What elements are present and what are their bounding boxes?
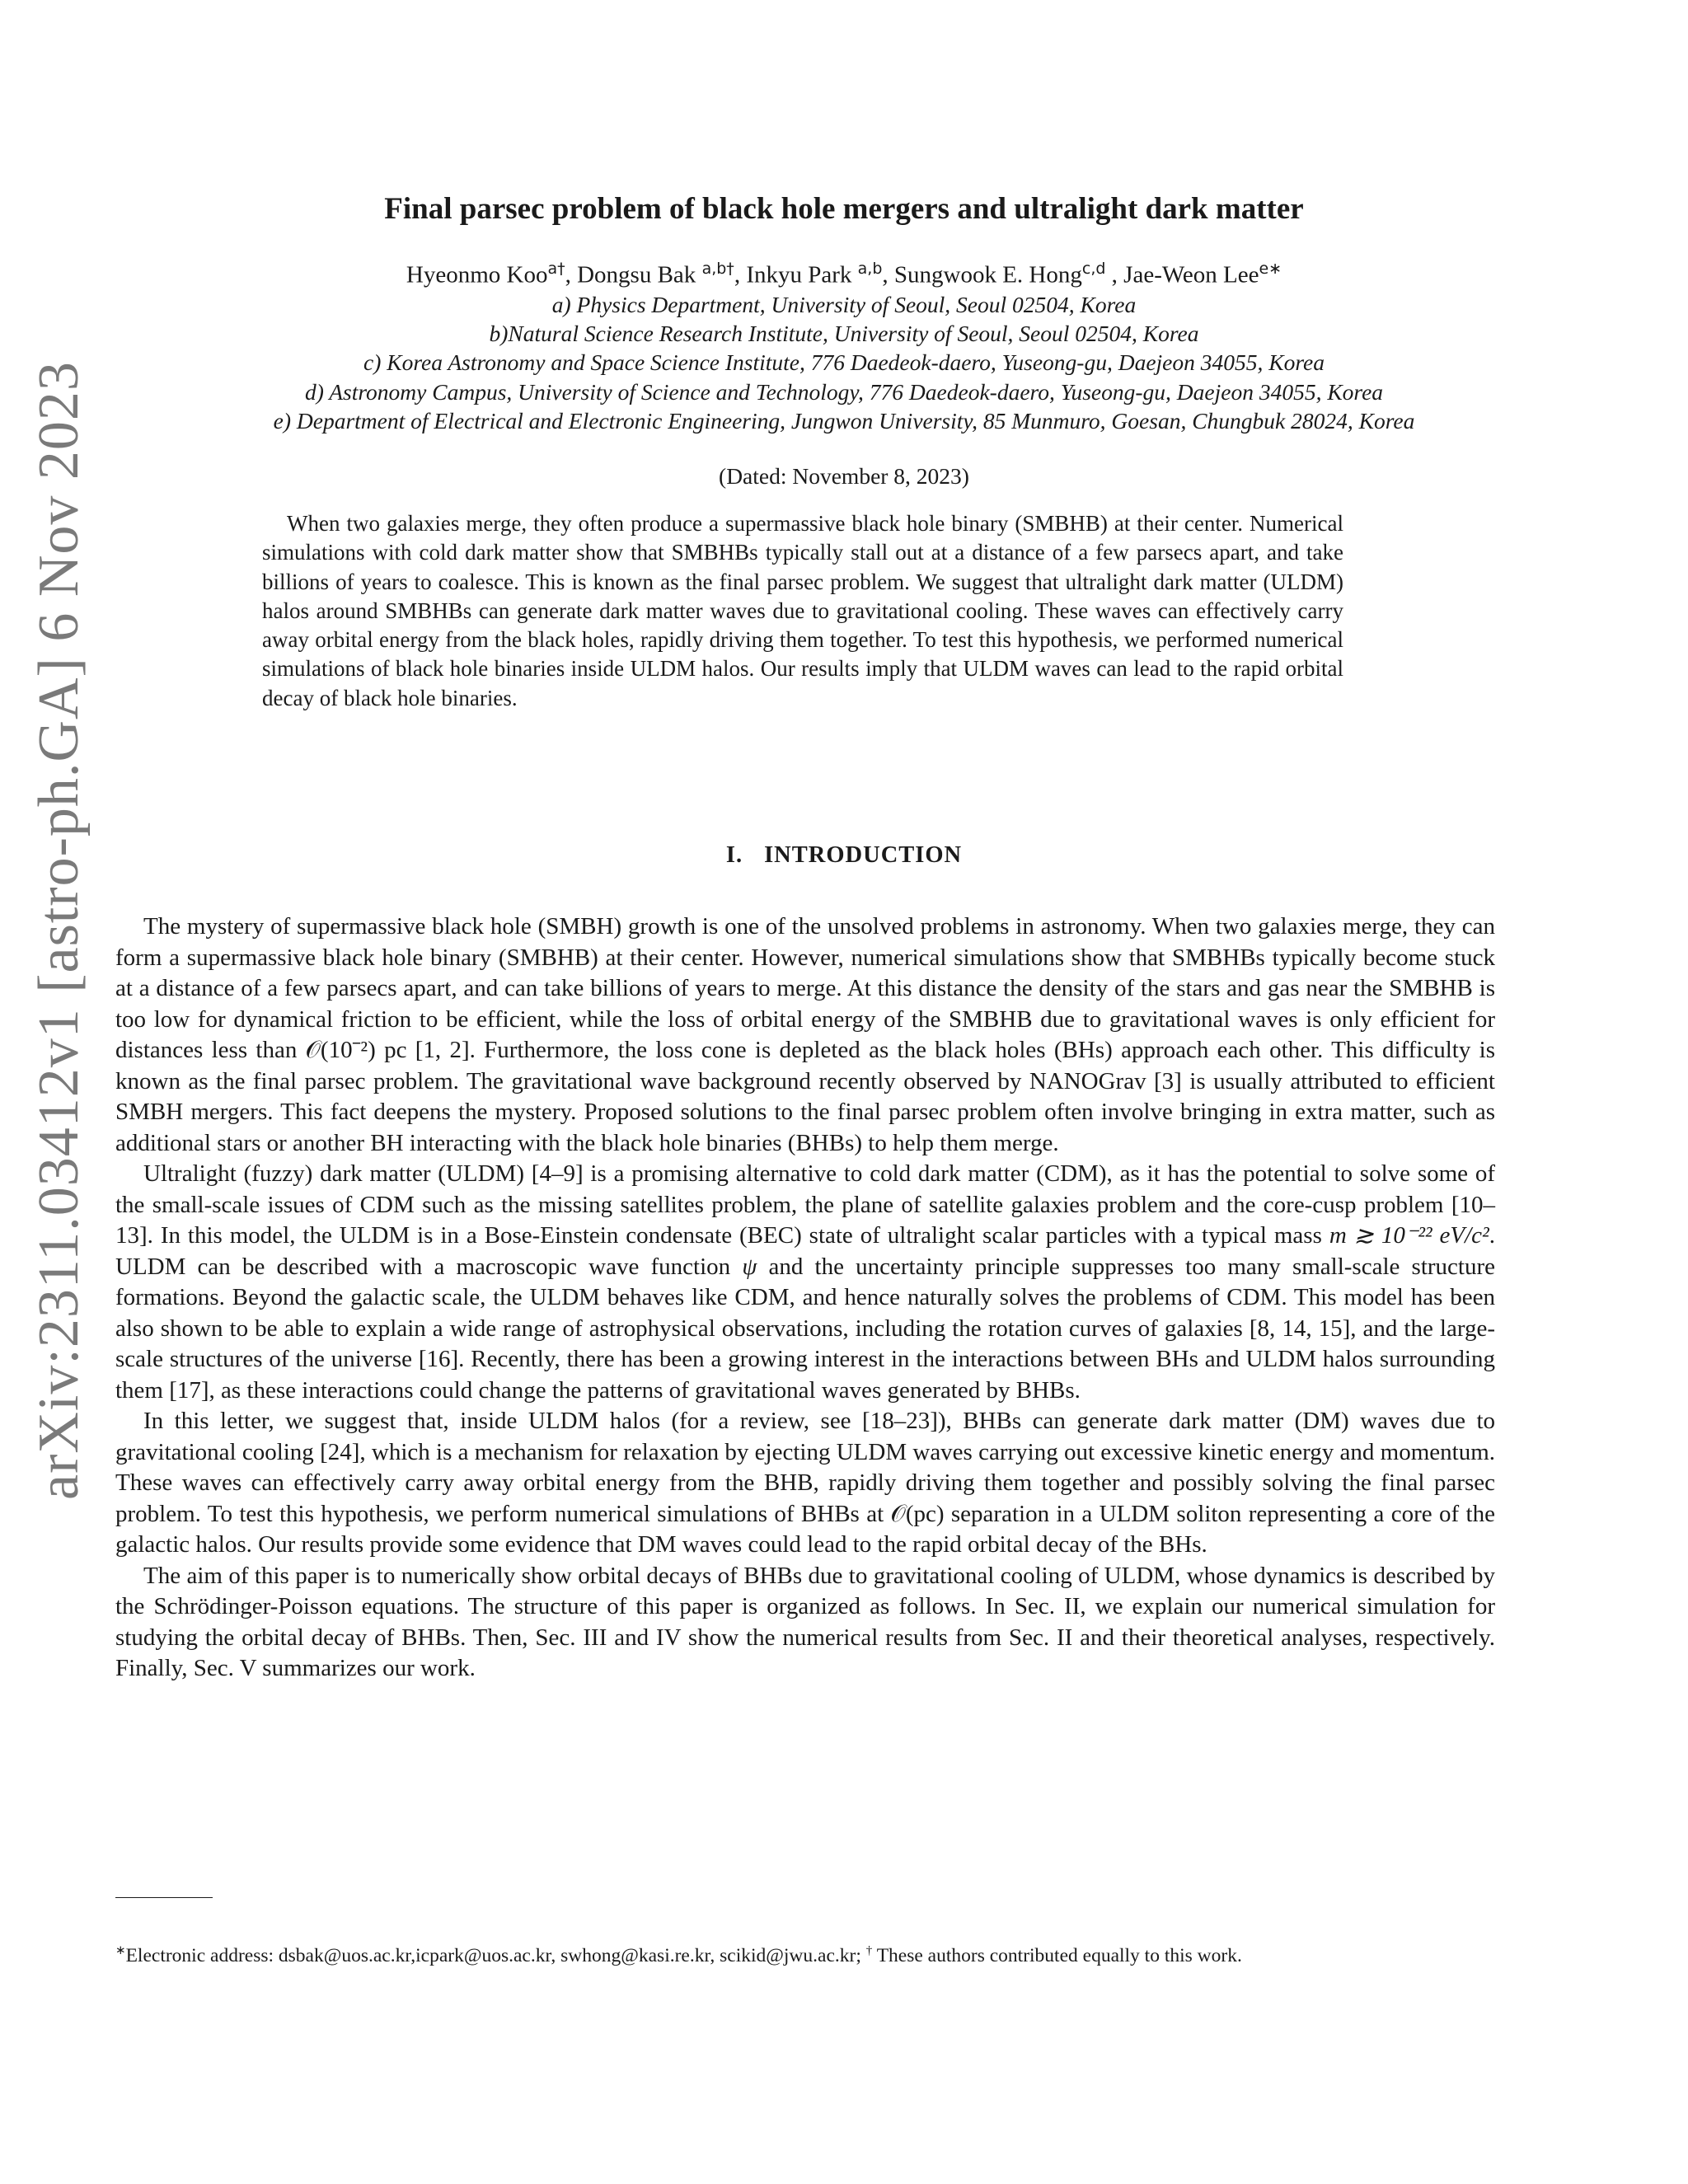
affiliation-list	[0, 290, 1688, 435]
affiliation-line: d) Astronomy Campus, University of Science and Technology, 776 Daedeok-daero, Yuseong-gu, Daejeon 34055, Korea	[304, 378, 1384, 405]
affiliation-line: b)Natural Science Research Institute, University of Seoul, Seoul 02504, Korea	[489, 321, 1199, 347]
date-line: (Dated: November 8, 2023)	[719, 463, 969, 489]
author-name: Dongsu Bak	[577, 261, 696, 288]
paper-title: Final parsec problem of black hole mergers and ultralight dark matter	[384, 192, 1304, 226]
affiliation-line: e) Department of Electrical and Electronic Engineering, Jungwon University, 85 Munmuro, Goesan, Chungbuk 28024, Korea	[273, 407, 1415, 434]
paragraph-text: pc [1, 2]. Furthermore, the loss cone is depleted as the black holes (BHs) approach each other. This difficulty is known as the final parsec problem. The gravitational wave background recently observed by NANOGrav [3] is usually attributed to efficient SMBH mergers. This fact deepens the mystery. Proposed solutions to the final parsec problem often involve bringing in extra matter, such as additional stars or another BH interacting with the black hole binaries (BHBs) to help them merge.	[115, 1037, 1495, 1156]
inline-math: 𝒪(pc)	[890, 1500, 945, 1527]
author-name: Jae-Weon Lee	[1123, 261, 1259, 288]
paragraph-text: separation in a ULDM soliton representing a core of the galactic halos. Our results provide some evidence that DM waves could lead to the rapid orbital decay of the BHs.	[115, 1500, 1495, 1558]
section-title: INTRODUCTION	[764, 842, 963, 868]
paragraph-text: and the uncertainty principle suppresses too many small-scale structure formations. Beyond the galactic scale, the ULDM behaves like CDM, and hence naturally solves the problems of CDM. This model has been also shown to be able to explain a wide range of astrophysical observations, including the rotation curves of galaxies [8, 14, 15], and the large-scale structures of the universe [16]. Recently, there has been a growing interest in the interactions between BHs and ULDM halos surrounding them [17], as these interactions could change the patterns of gravitational waves generated by BHBs.	[115, 1253, 1495, 1404]
paragraph	[115, 1159, 1495, 1406]
author-name: Sungwook E. Hong	[893, 261, 1082, 288]
paragraph	[115, 1406, 1495, 1561]
affiliation-line: c) Korea Astronomy and Space Science Institute, 776 Daedeok-daero, Yuseong-gu, Daejeon 34055, Korea	[363, 349, 1325, 376]
introduction-body	[115, 912, 1495, 1685]
section-number: I.	[725, 842, 743, 868]
author-name: Hyeonmo Koo	[406, 261, 548, 288]
inline-math: ψ	[742, 1253, 757, 1280]
footnote-text: Electronic address: dsbak@uos.ac.kr,icpark@uos.ac.kr, swhong@kasi.re.kr, scikid@jwu.ac.kr;	[125, 1944, 866, 1966]
affiliation-line: a) Physics Department, University of Seoul, Seoul 02504, Korea	[551, 292, 1137, 317]
footnote	[115, 1938, 1495, 1969]
paragraph-text: . ULDM can be described with a macroscopic wave function	[115, 1222, 1495, 1280]
inline-math: 𝒪(10⁻²)	[305, 1037, 376, 1063]
footnote-text: These authors contributed equally to this work.	[872, 1944, 1242, 1966]
author-affiliation-mark: e∗	[1259, 260, 1282, 278]
author-affiliation-mark: a,b†	[701, 260, 734, 278]
paragraph-text: In this letter, we suggest that, inside ULDM halos (for a review, see [18–23]), BHBs can generate dark matter (DM) waves due to gravitational cooling [24], which is a mechanism for relaxation by ejecting ULDM waves carrying out excessive kinetic energy and momentum. These waves can effectively carry away orbital energy from the BHB, rapidly driving them together and possibly solving the final parsec problem. To test this hypothesis, we perform numerical simulations of BHBs at	[115, 1408, 1495, 1527]
paragraph: The aim of this paper is to numerically show orbital decays of BHBs due to gravitational cooling of ULDM, whose dynamics is described by the Schrödinger-Poisson equations. The structure of this paper is organized as follows. In Sec. II, we explain our numerical simulation for studying the orbital decay of BHBs. Then, Sec. III and IV show the numerical results from Sec. II and their theoretical analyses, respectively. Finally, Sec. V summarizes our work.	[115, 1562, 1495, 1681]
arxiv-identifier-stamp: arXiv:2311.03412v1 [astro-ph.GA] 6 Nov 2023	[27, 361, 91, 1500]
footnote-rule	[115, 1897, 213, 1898]
author-affiliation-mark: c,d	[1081, 260, 1106, 278]
footnote-mark: †	[865, 1944, 873, 1957]
paragraph	[115, 912, 1495, 1159]
section-heading	[0, 842, 1688, 869]
paragraph-text: The mystery of supermassive black hole (SMBH) growth is one of the unsolved problems in astronomy. When two galaxies merge, they can form a supermassive black hole binary (SMBHB) at their center. However, numerical simulations show that SMBHBs typically become stuck at a distance of a few parsecs apart, and can take billions of years to merge. At this distance the density of the stars and gas near the SMBHB is too low for dynamical friction to be efficient, while the loss of orbital energy of the SMBHB due to gravitational waves is only efficient for distances less than	[115, 913, 1495, 1063]
author-list: Hyeonmo Koo$^{a\dagger}$, Dongsu Bak $^{a,b\dagger}$, Inkyu Park $^{a,b}$, Sungwook E. Hong$^{c,d}$ , Jae-Weon Lee$^{e∗}$	[406, 260, 1282, 288]
author-affiliation-mark: a†	[547, 260, 565, 278]
author-affiliation-mark: a,b	[857, 260, 883, 278]
footnote-mark: ∗	[115, 1944, 126, 1957]
paragraph-text: Ultralight (fuzzy) dark matter (ULDM) [4–9] is a promising alternative to cold dark matter (CDM), as it has the potential to solve some of the small-scale issues of CDM such as the missing satellites problem, the plane of satellite galaxies problem and the core-cusp problem [10–13]. In this model, the ULDM is in a Bose-Einstein condensate (BEC) state of ultralight scalar particles with a typical mass	[115, 1160, 1495, 1249]
inline-math: m ≳ 10⁻²² eV/c²	[1329, 1222, 1489, 1249]
abstract: When two galaxies merge, they often produce a supermassive black hole binary (SMBHB) at their center. Numerical simulations with cold dark matter show that SMBHBs typically stall out at a distance of a few parsecs apart, and take billions of years to coalesce. This is known as the final parsec problem. We suggest that ultralight dark matter (ULDM) halos around SMBHBs can generate dark matter waves due to gravitational cooling. These waves can effectively carry away orbital energy from the black holes, rapidly driving them together. To test this hypothesis, we performed numerical simulations of black hole binaries inside ULDM halos. Our results imply that ULDM waves can lead to the rapid orbital decay of black hole binaries.	[262, 511, 1343, 710]
author-name: Inkyu Park	[746, 261, 852, 288]
